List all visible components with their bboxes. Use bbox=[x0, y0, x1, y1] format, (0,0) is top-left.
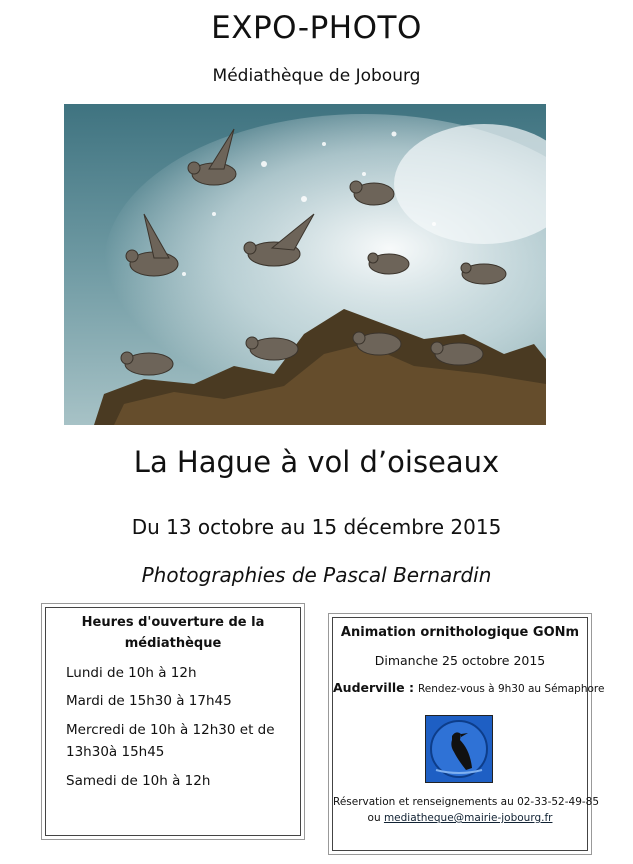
birds-photo bbox=[64, 104, 546, 425]
animation-box bbox=[332, 617, 605, 851]
animation-title: Animation ornithologique GONm bbox=[340, 625, 580, 640]
photo-credit: Photographies de Pascal Bernardin bbox=[141, 563, 492, 587]
exhibition-dates: Du 13 octobre au 15 décembre 2015 bbox=[131, 515, 502, 539]
hours-wednesday: Mercredi de 10h à 12h30 et de bbox=[66, 722, 275, 738]
sandpipers-on-rock-image bbox=[64, 104, 546, 425]
poster-title: EXPO-PHOTO bbox=[211, 10, 422, 46]
place-label: Auderville : bbox=[333, 680, 414, 695]
opening-hours-box bbox=[45, 607, 301, 836]
email-line: ou mediatheque@mairie-jobourg.fr bbox=[367, 812, 553, 824]
contact-line: Réservation et renseignements au 02-33-52-49-85 bbox=[333, 796, 600, 808]
hours-saturday: Samedi de 10h à 12h bbox=[66, 773, 211, 789]
exhibition-title: La Hague à vol d’oiseaux bbox=[133, 445, 500, 479]
hours-tuesday: Mardi de 15h30 à 17h45 bbox=[66, 693, 232, 709]
hours-wednesday-cont: 13h30à 15h45 bbox=[66, 744, 165, 760]
email-link[interactable]: mediatheque@mairie-jobourg.fr bbox=[383, 812, 553, 824]
animation-place bbox=[333, 680, 605, 695]
animation-date: Dimanche 25 octobre 2015 bbox=[374, 653, 546, 668]
hours-monday: Lundi de 10h à 12h bbox=[66, 665, 197, 681]
gonm-logo bbox=[425, 715, 493, 783]
place-text: Rendez-vous à 9h30 au Sémaphore bbox=[417, 683, 605, 695]
opening-hours-title: Heures d'ouverture de la médiathèque bbox=[81, 615, 265, 651]
poster-subtitle: Médiathèque de Jobourg bbox=[212, 66, 421, 86]
cormorant-logo-icon bbox=[426, 716, 492, 782]
